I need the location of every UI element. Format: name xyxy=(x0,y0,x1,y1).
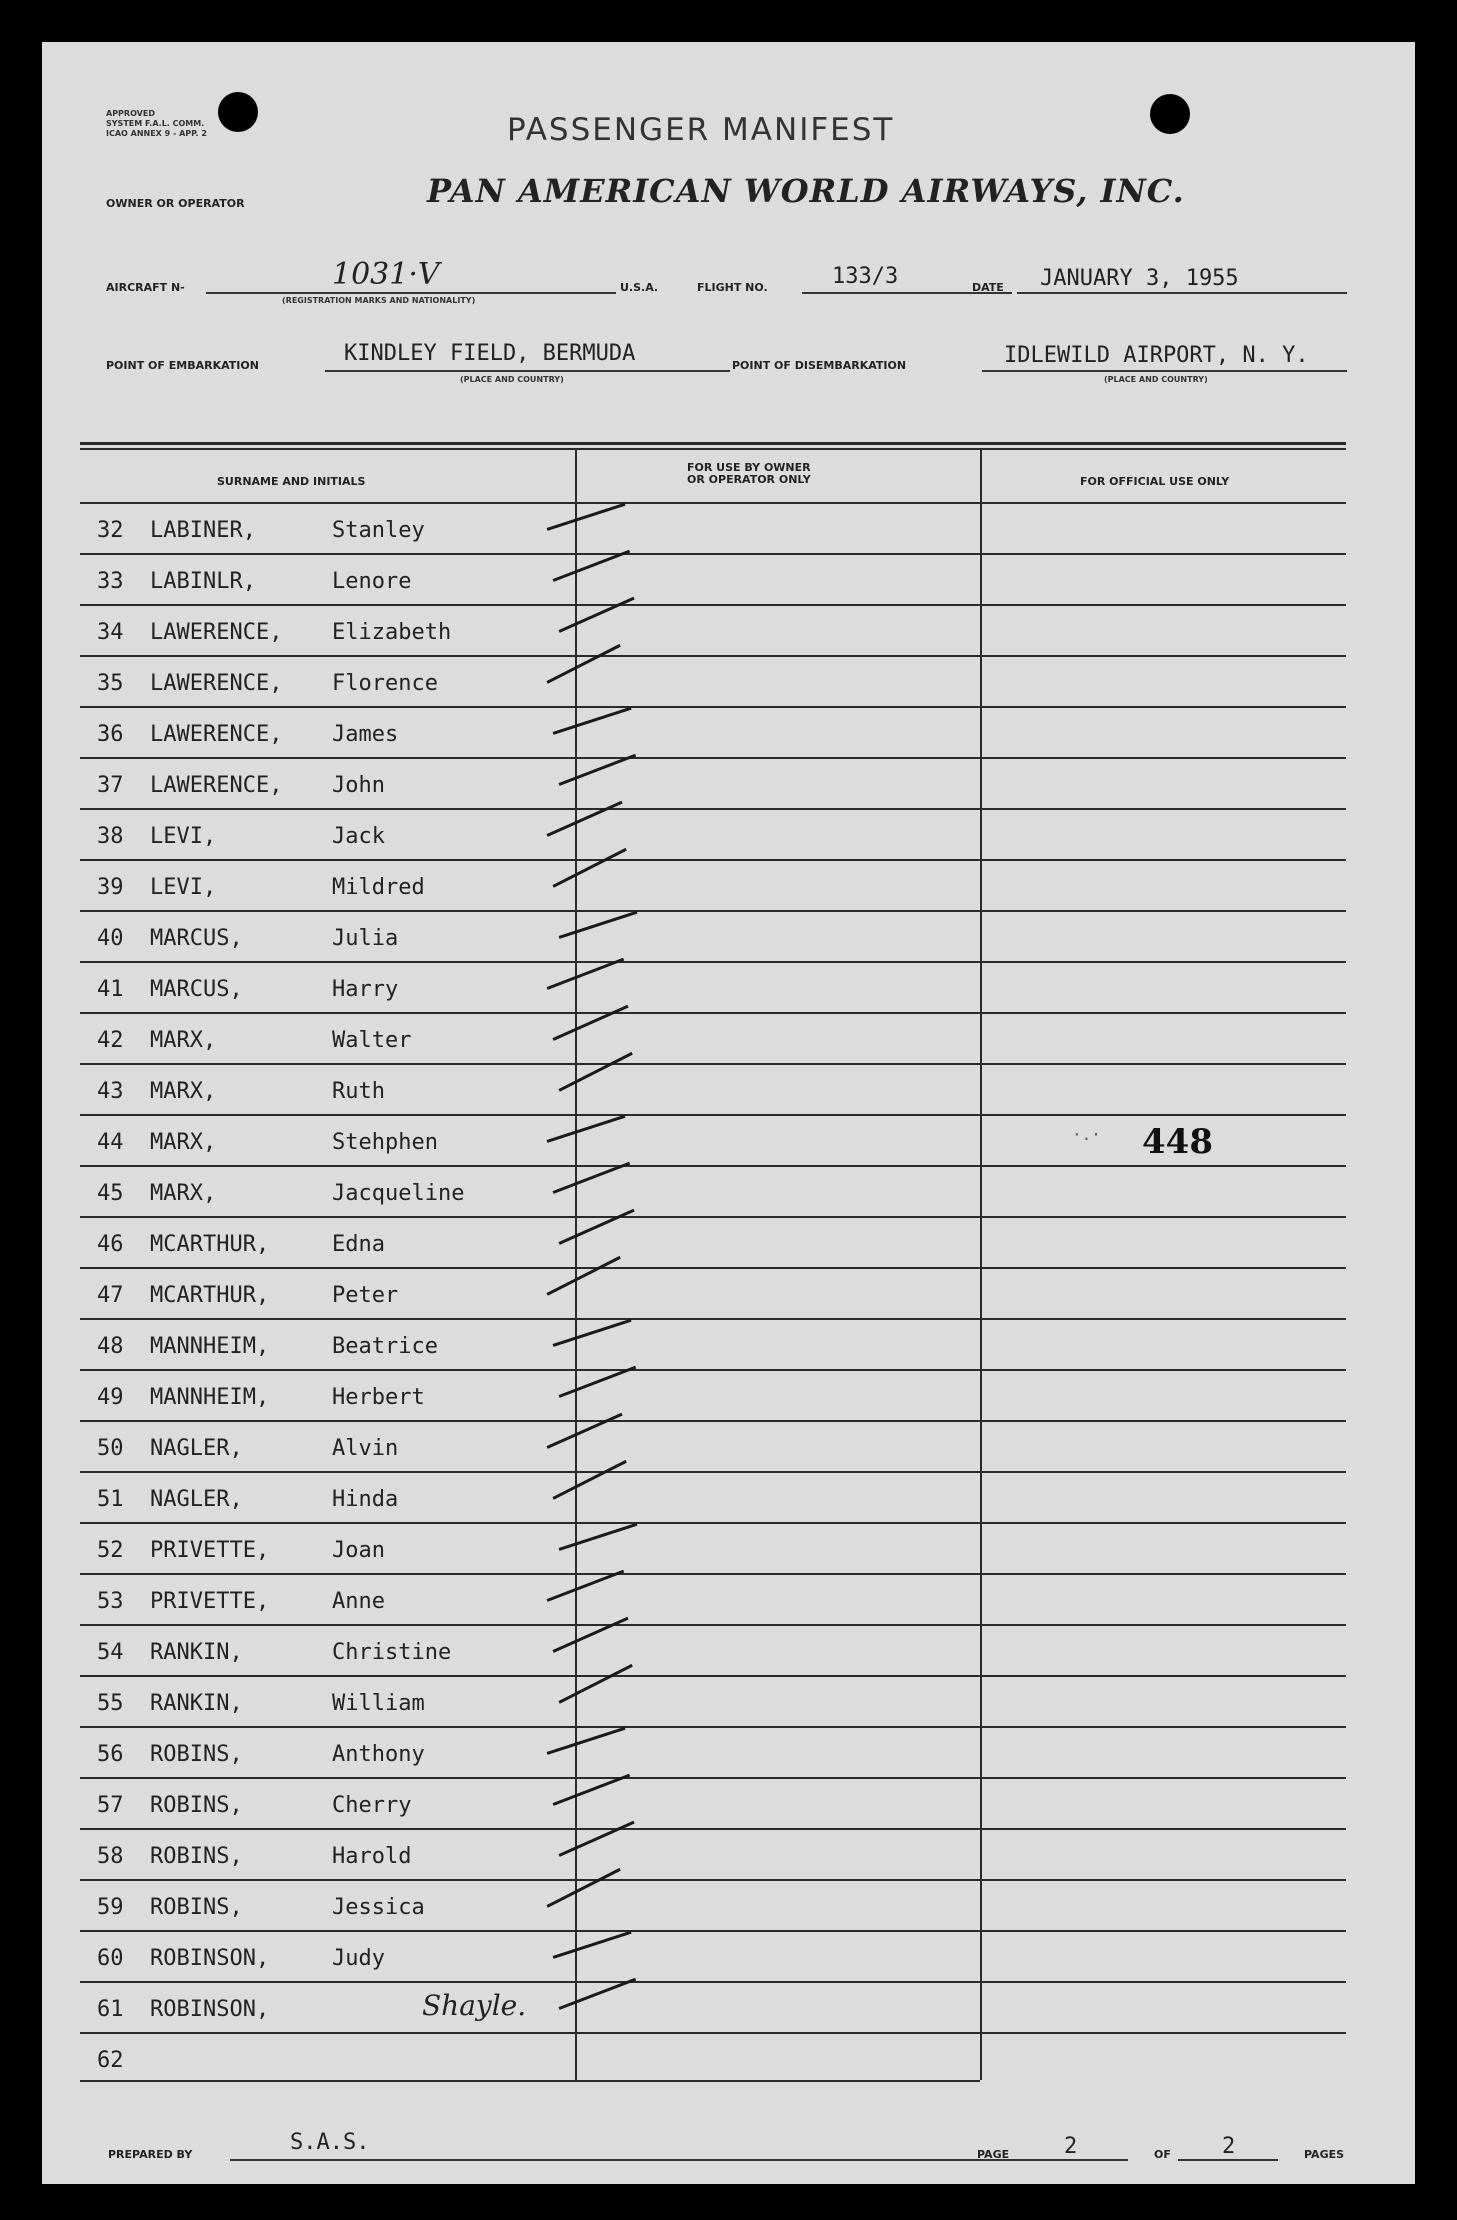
row-number: 44 xyxy=(97,1130,124,1155)
table-row xyxy=(42,1269,1415,1320)
row-number: 38 xyxy=(97,824,124,849)
approval-line-3: ICAO ANNEX 9 - APP. 2 xyxy=(106,129,207,138)
pages-label: PAGES xyxy=(1304,2148,1345,2161)
passenger-given-name: Cherry xyxy=(332,1793,412,1818)
table-row xyxy=(42,1422,1415,1473)
row-number: 59 xyxy=(97,1895,124,1920)
passenger-given-name: John xyxy=(332,773,385,798)
table-row xyxy=(42,504,1415,555)
page-title: PASSENGER MANIFEST xyxy=(507,112,895,148)
table-row xyxy=(42,1065,1415,1116)
col-official-header: FOR OFFICIAL USE ONLY xyxy=(1080,475,1230,488)
table-row xyxy=(42,1932,1415,1983)
table-row xyxy=(42,1575,1415,1626)
check-mark xyxy=(553,1774,630,1806)
passenger-given-name: Elizabeth xyxy=(332,620,452,645)
passenger-given-name: Shayle. xyxy=(422,1989,527,2022)
disembarkation-label: POINT OF DISEMBARKATION xyxy=(732,359,907,372)
table-row xyxy=(42,2034,1415,2085)
passenger-surname: MCARTHUR, xyxy=(150,1232,270,1257)
passenger-surname: LEVI, xyxy=(150,875,217,900)
passenger-surname: NAGLER, xyxy=(150,1487,243,1512)
row-number: 34 xyxy=(97,620,124,645)
row-number: 50 xyxy=(97,1436,124,1461)
passenger-given-name: Stehphen xyxy=(332,1130,438,1155)
check-mark xyxy=(559,1978,636,2010)
table-row xyxy=(42,1371,1415,1422)
passenger-surname: LAWERENCE, xyxy=(150,671,283,696)
embarkation-label: POINT OF EMBARKATION xyxy=(106,359,259,372)
passenger-given-name: Harry xyxy=(332,977,399,1002)
check-mark xyxy=(547,1727,626,1755)
check-mark xyxy=(559,1366,636,1398)
embarkation-sublabel: (PLACE AND COUNTRY) xyxy=(460,375,564,384)
row-number: 62 xyxy=(97,2048,124,2073)
passenger-surname: MARX, xyxy=(150,1181,217,1206)
flight-value: 133/3 xyxy=(832,264,899,289)
col-operator-header-2: OR OPERATOR ONLY xyxy=(687,473,811,486)
flight-label: FLIGHT NO. xyxy=(697,281,768,294)
row-number: 36 xyxy=(97,722,124,747)
prepared-label: PREPARED BY xyxy=(108,2148,193,2161)
row-number: 60 xyxy=(97,1946,124,1971)
row-number: 51 xyxy=(97,1487,124,1512)
passenger-surname: ROBINS, xyxy=(150,1742,243,1767)
table-row xyxy=(42,1779,1415,1830)
row-number: 57 xyxy=(97,1793,124,1818)
passenger-surname: LAWERENCE, xyxy=(150,620,283,645)
row-number: 53 xyxy=(97,1589,124,1614)
row-number: 47 xyxy=(97,1283,124,1308)
passenger-given-name: Hinda xyxy=(332,1487,399,1512)
passenger-given-name: Anne xyxy=(332,1589,385,1614)
table-row xyxy=(42,759,1415,810)
passenger-surname: MARX, xyxy=(150,1028,217,1053)
table-row xyxy=(42,1626,1415,1677)
check-mark xyxy=(553,707,632,735)
table-row xyxy=(42,963,1415,1014)
passenger-surname: LABINLR, xyxy=(150,569,256,594)
aircraft-country: U.S.A. xyxy=(620,281,659,294)
passenger-surname: ROBINS, xyxy=(150,1793,243,1818)
passenger-given-name: Herbert xyxy=(332,1385,425,1410)
passenger-surname: ROBINSON, xyxy=(150,1997,270,2022)
passenger-given-name: Julia xyxy=(332,926,399,951)
row-number: 46 xyxy=(97,1232,124,1257)
row-number: 32 xyxy=(97,518,124,543)
passenger-surname: RANKIN, xyxy=(150,1640,243,1665)
row-number: 56 xyxy=(97,1742,124,1767)
passenger-given-name: Judy xyxy=(332,1946,385,1971)
official-note-mark: ·.· xyxy=(1072,1125,1101,1144)
passenger-given-name: Mildred xyxy=(332,875,425,900)
approval-line-2: SYSTEM F.A.L. COMM. xyxy=(106,119,205,128)
page-number: 2 xyxy=(1064,2134,1078,2159)
table-row xyxy=(42,606,1415,657)
table-row xyxy=(42,1830,1415,1881)
passenger-given-name: Joan xyxy=(332,1538,385,1563)
passenger-surname: PRIVETTE, xyxy=(150,1538,270,1563)
passenger-surname: MCARTHUR, xyxy=(150,1283,270,1308)
row-number: 48 xyxy=(97,1334,124,1359)
row-number: 54 xyxy=(97,1640,124,1665)
table-row xyxy=(42,1167,1415,1218)
table-row xyxy=(42,708,1415,759)
passenger-given-name: Alvin xyxy=(332,1436,399,1461)
table-row xyxy=(42,1677,1415,1728)
table-row xyxy=(42,1320,1415,1371)
check-mark xyxy=(553,1319,632,1347)
of-label: OF xyxy=(1154,2148,1171,2161)
punch-hole-right xyxy=(1150,94,1190,134)
check-mark xyxy=(553,1162,630,1194)
row-number: 49 xyxy=(97,1385,124,1410)
passenger-given-name: William xyxy=(332,1691,425,1716)
passenger-given-name: James xyxy=(332,722,399,747)
passenger-given-name: Walter xyxy=(332,1028,412,1053)
date-value: JANUARY 3, 1955 xyxy=(1040,266,1239,291)
row-number: 43 xyxy=(97,1079,124,1104)
col-surname-header: SURNAME AND INITIALS xyxy=(217,475,366,488)
check-mark xyxy=(547,1570,624,1602)
row-number: 61 xyxy=(97,1997,124,2022)
approval-line-1: APPROVED xyxy=(106,109,155,118)
page-label: PAGE xyxy=(977,2148,1010,2161)
passenger-surname: ROBINSON, xyxy=(150,1946,270,1971)
row-number: 35 xyxy=(97,671,124,696)
passenger-given-name: Lenore xyxy=(332,569,412,594)
passenger-given-name: Stanley xyxy=(332,518,425,543)
passenger-surname: MARCUS, xyxy=(150,926,243,951)
table-row xyxy=(42,555,1415,606)
aircraft-value: 1031·V xyxy=(332,257,440,292)
passenger-given-name: Peter xyxy=(332,1283,399,1308)
aircraft-sublabel: (REGISTRATION MARKS AND NATIONALITY) xyxy=(282,296,476,305)
passenger-surname: LEVI, xyxy=(150,824,217,849)
table-row xyxy=(42,1014,1415,1065)
prepared-value: S.A.S. xyxy=(290,2130,370,2155)
check-mark xyxy=(547,958,624,990)
official-note: 448 xyxy=(1142,1122,1213,1162)
table-row xyxy=(42,657,1415,708)
check-mark xyxy=(547,1115,626,1143)
disembarkation-value: IDLEWILD AIRPORT, N. Y. xyxy=(1004,343,1309,368)
punch-hole-left xyxy=(218,92,258,132)
table-row xyxy=(42,912,1415,963)
check-mark xyxy=(553,1931,632,1959)
date-label: DATE xyxy=(972,281,1004,294)
row-number: 58 xyxy=(97,1844,124,1869)
passenger-surname: MARCUS, xyxy=(150,977,243,1002)
check-mark xyxy=(559,911,638,939)
passenger-surname: NAGLER, xyxy=(150,1436,243,1461)
check-mark xyxy=(553,550,630,582)
row-number: 40 xyxy=(97,926,124,951)
table-row xyxy=(42,1881,1415,1932)
passenger-given-name: Jessica xyxy=(332,1895,425,1920)
table-row xyxy=(42,1728,1415,1779)
passenger-surname: ROBINS, xyxy=(150,1844,243,1869)
owner-label: OWNER OR OPERATOR xyxy=(106,197,245,210)
passenger-surname: RANKIN, xyxy=(150,1691,243,1716)
passenger-given-name: Jack xyxy=(332,824,385,849)
embarkation-value: KINDLEY FIELD, BERMUDA xyxy=(344,341,636,366)
table-row xyxy=(42,1524,1415,1575)
disembarkation-sublabel: (PLACE AND COUNTRY) xyxy=(1104,375,1208,384)
page-total: 2 xyxy=(1222,2134,1236,2159)
passenger-surname: LABINER, xyxy=(150,518,256,543)
row-number: 45 xyxy=(97,1181,124,1206)
operator-name: PAN AMERICAN WORLD AIRWAYS, INC. xyxy=(427,172,1185,210)
check-mark xyxy=(559,1523,638,1551)
passenger-given-name: Jacqueline xyxy=(332,1181,465,1206)
aircraft-label: AIRCRAFT N- xyxy=(106,281,185,294)
table-top-border xyxy=(80,442,1346,445)
row-number: 33 xyxy=(97,569,124,594)
passenger-surname: LAWERENCE, xyxy=(150,722,283,747)
col-operator-header-1: FOR USE BY OWNER xyxy=(687,461,811,474)
table-row xyxy=(42,1983,1415,2034)
table-row xyxy=(42,1218,1415,1269)
passenger-surname: MANNHEIM, xyxy=(150,1334,270,1359)
check-mark xyxy=(547,503,626,531)
row-number: 39 xyxy=(97,875,124,900)
passenger-given-name: Edna xyxy=(332,1232,385,1257)
passenger-surname: MARX, xyxy=(150,1079,217,1104)
passenger-surname: MARX, xyxy=(150,1130,217,1155)
row-number: 37 xyxy=(97,773,124,798)
manifest-page xyxy=(42,42,1415,2184)
passenger-given-name: Harold xyxy=(332,1844,412,1869)
row-number: 42 xyxy=(97,1028,124,1053)
row-number: 52 xyxy=(97,1538,124,1563)
passenger-given-name: Florence xyxy=(332,671,438,696)
table-row xyxy=(42,861,1415,912)
check-mark xyxy=(559,754,636,786)
row-number: 41 xyxy=(97,977,124,1002)
table-row xyxy=(42,1473,1415,1524)
passenger-given-name: Ruth xyxy=(332,1079,385,1104)
passenger-surname: PRIVETTE, xyxy=(150,1589,270,1614)
table-row xyxy=(42,810,1415,861)
passenger-given-name: Beatrice xyxy=(332,1334,438,1359)
passenger-surname: MANNHEIM, xyxy=(150,1385,270,1410)
passenger-surname: ROBINS, xyxy=(150,1895,243,1920)
passenger-given-name: Anthony xyxy=(332,1742,425,1767)
passenger-given-name: Christine xyxy=(332,1640,452,1665)
passenger-surname: LAWERENCE, xyxy=(150,773,283,798)
row-number: 55 xyxy=(97,1691,124,1716)
